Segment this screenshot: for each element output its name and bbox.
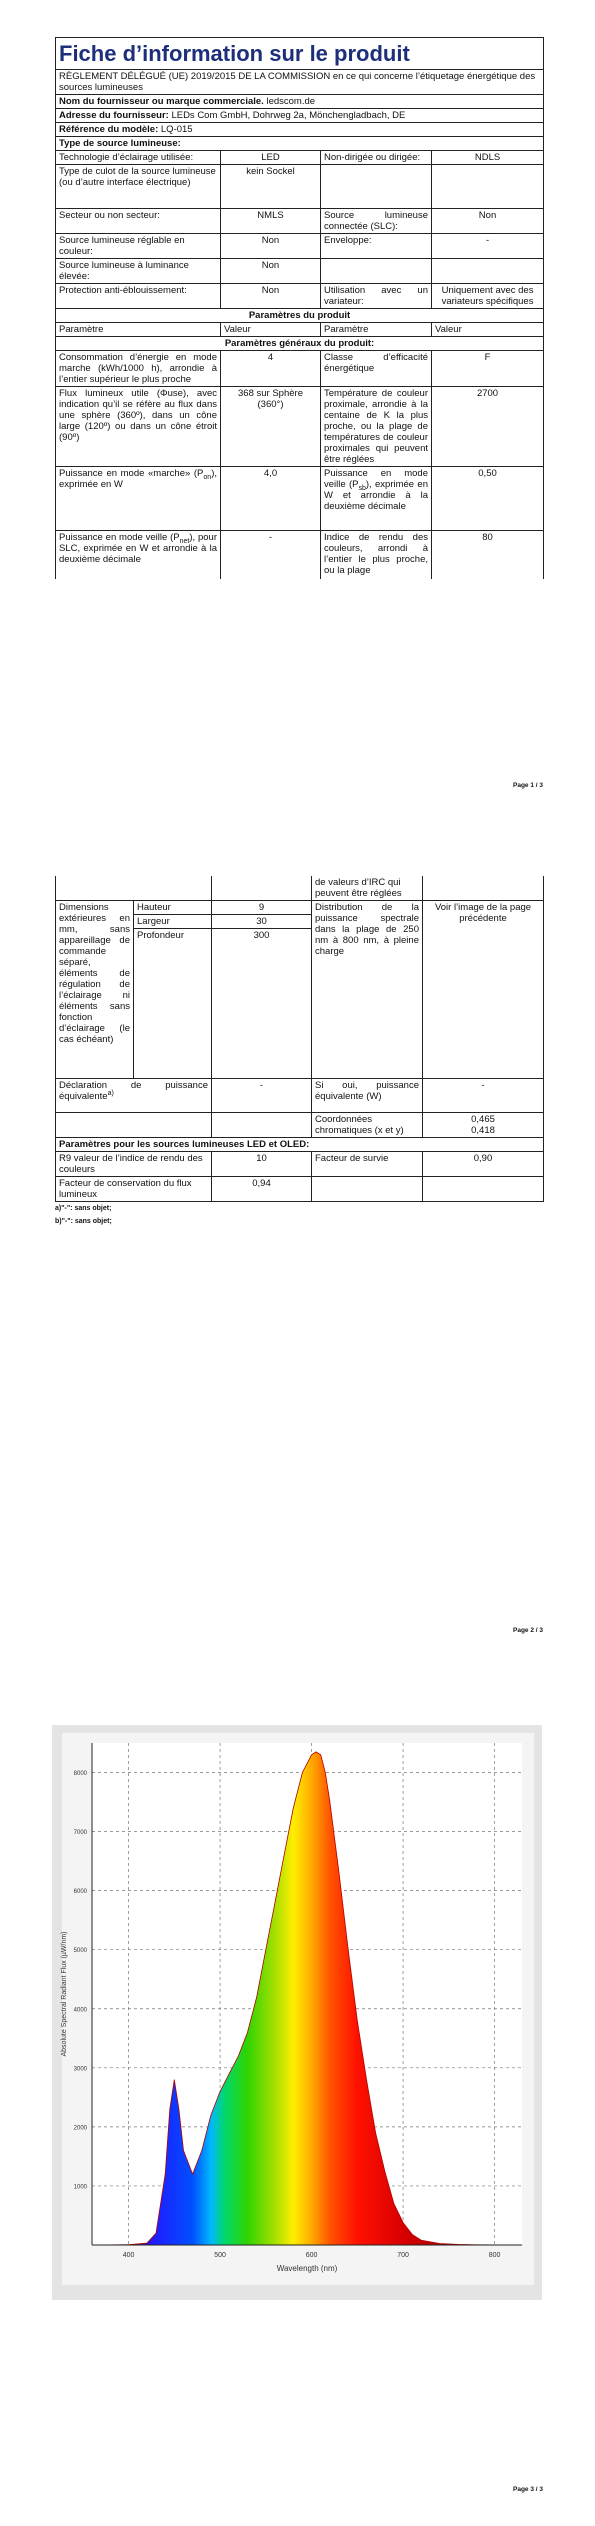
regulation-text: RÈGLEMENT DÉLÉGUÉ (UE) 2019/2015 DE LA COMMISSION en ce qui concerne l’étiquetage énergétique des sources lumineuses [56,70,544,95]
energy-value: 4 [221,351,321,387]
connected-value: Non [432,209,544,234]
led-params-heading: Paramètres pour les sources lumineuses LED et OLED: [56,1138,544,1152]
networked-value: - [221,531,321,579]
lumen-maint-value: 0,94 [212,1177,312,1202]
supplier-address-label: Adresse du fournisseur: [59,110,169,121]
on-power-label: Puissance en mode «marche» $(P_{on})$, exprimée en W [56,467,221,531]
mains-value: NMLS [221,209,321,234]
standby-value: 0,50 [432,467,544,531]
supplier-name-row [56,95,544,109]
cct-value: 2700 [432,387,544,467]
dimmable-value: Uniquement avec des variateurs spécifiques [432,284,544,309]
r9-value: 10 [212,1152,312,1177]
colour-tunable-label: Source lumineuse réglable en couleur: [56,234,221,259]
chroma-values [423,1113,544,1138]
on-power-value: 4,0 [221,467,321,531]
col-value-2: Valeur [432,323,544,337]
supplier-name-label: Nom du fournisseur ou marque commerciale. [59,96,264,107]
connected-label: Source lumineuse connectée (SLC): [321,209,432,234]
product-params-heading: Paramètres du produit [56,309,544,323]
footnote-b: b)"-": sans objet; [55,1218,112,1225]
cap-value: kein Sockel [221,165,321,209]
x-tick-label: 700 [397,2252,409,2259]
y-tick-label: 5000 [73,1948,87,1955]
model-label: Référence du modèle: [59,124,159,135]
flux-label: Flux lumineux utile (Φuse), avec indication qu’il se réfère au flux dans une sphère (360º), dans un cône large (120º) ou dans un cône étroit (90º) [56,387,221,467]
cap-label: Type de culot de la source lumineuse (ou d’autre interface électrique) [56,165,221,209]
eff-class-value: F [432,351,544,387]
envelope-value: - [432,234,544,259]
y-tick-label: 7000 [73,1830,87,1837]
dims-label: Dimensions extérieures en mm, sans appareillage de commande séparé, éléments de régulation de l’éclairage ni éléments sans fonction d’éclairage (le cas échéant) [56,901,134,1079]
chroma-y: 0,418 [471,1125,495,1136]
page-2 [0,876,595,1676]
depth-value: 300 [212,929,312,1079]
colour-tunable-value: Non [221,234,321,259]
supplier-name: ledscom.de [266,96,316,107]
page-number-1: Page 1 / 3 [513,782,543,789]
x-tick-label: 500 [214,2252,226,2259]
light-source-type-heading: Type de source lumineuse: [56,137,544,151]
x-tick-label: 400 [122,2252,135,2259]
width-value: 30 [212,915,312,929]
y-tick-label: 3000 [73,2066,87,2073]
mains-label: Secteur ou non secteur: [56,209,221,234]
tech-label: Technologie d’éclairage utilisée: [56,151,221,165]
dimmable-label: Utilisation avec un variateur: [321,284,432,309]
chroma-label: Coordonnées chromatiques (x et y) [312,1113,423,1138]
cct-label: Température de couleur proximale, arrondie à la centaine de K la plus proche, ou la plage de températures de couleur proximales qui peuvent être réglées [321,387,432,467]
y-tick-label: 1000 [73,2184,87,2191]
lumen-maint-label: Facteur de conservation du flux lumineux [56,1177,212,1202]
product-info-table-page-1 [55,37,544,579]
spectral-distribution-chart [52,1725,542,2300]
eff-class-label: Classe d’efficacité énergétique [321,351,432,387]
y-tick-label: 6000 [73,1889,87,1896]
equiv-w-label: Si oui, puissance équivalente (W) [312,1079,423,1113]
y-tick-label: 4000 [73,2007,87,2014]
high-luminance-label: Source lumineuse à luminance élevée: [56,259,221,284]
page-number-2: Page 2 / 3 [513,1627,543,1634]
document-title: Fiche d’information sur le produit [56,38,544,70]
cri-value: 80 [432,531,544,579]
spd-value: Voir l’image de la page précédente [423,901,544,1079]
model-value: LQ-015 [160,124,193,135]
col-value-1: Valeur [221,323,321,337]
survival-value: 0,90 [423,1152,544,1177]
width-label: Largeur [134,915,212,929]
cri-label-part-2: de valeurs d’IRC qui peuvent être réglées [312,876,423,901]
y-tick-label: 8000 [73,1771,87,1778]
footnote-a: a)"-": sans objet; [55,1205,112,1212]
model-row [56,123,544,137]
height-value: 9 [212,901,312,915]
supplier-address-row [56,109,544,123]
flux-value: 368 sur Sphère (360°) [221,387,321,467]
survival-label: Facteur de survie [312,1152,423,1177]
col-param-1: Paramètre [56,323,221,337]
y-tick-label: 2000 [73,2125,87,2132]
standby-label: Puissance en mode veille $(P_{sb})$, exprimée en W et arrondie à la deuxième décimale [321,467,432,531]
directional-value: NDLS [432,151,544,165]
page-1 [0,0,595,820]
equiv-label: Déclaration de puissance équivalente$^{a)}$ [56,1079,212,1113]
x-axis-label: Wavelength (nm) [276,2264,338,2273]
energy-label: Consommation d’énergie en mode marche (kWh/1000 h), arrondie à l’entier supérieur le plus proche [56,351,221,387]
networked-label: Puissance en mode veille $(P_{net})$, pour SLC, exprimée en W et arrondie à la deuxième décimale [56,531,221,579]
depth-label: Profondeur [134,929,212,1079]
supplier-address: LEDs Com GmbH, Dohrweg 2a, Mönchengladbach, DE [171,110,406,121]
high-luminance-value: Non [221,259,321,284]
general-params-heading: Paramètres généraux du produit: [56,337,544,351]
col-param-2: Paramètre [321,323,432,337]
page-number-3: Page 3 / 3 [513,2486,543,2493]
x-tick-label: 600 [305,2252,318,2259]
tech-value: LED [221,151,321,165]
spd-label: Distribution de la puissance spectrale dans la plage de 250 nm à 800 nm, à pleine charge [312,901,423,1079]
cri-label-part-1: Indice de rendu des couleurs, arrondi à l’entier le plus proche, ou la plage [321,531,432,579]
equiv-value: - [212,1079,312,1113]
product-info-table-page-2 [55,876,544,1202]
glare-label: Protection anti-éblouissement: [56,284,221,309]
height-label: Hauteur [134,901,212,915]
equiv-w-value: - [423,1079,544,1113]
chroma-x: 0,465 [471,1114,495,1125]
x-tick-label: 800 [488,2252,501,2259]
r9-label: R9 valeur de l’indice de rendu des couleurs [56,1152,212,1177]
glare-value: Non [221,284,321,309]
envelope-label: Enveloppe: [321,234,432,259]
y-axis-label: Absolute Spectral Radiant Flux (µW/nm) [61,1931,68,2057]
directional-label: Non-dirigée ou dirigée: [321,151,432,165]
